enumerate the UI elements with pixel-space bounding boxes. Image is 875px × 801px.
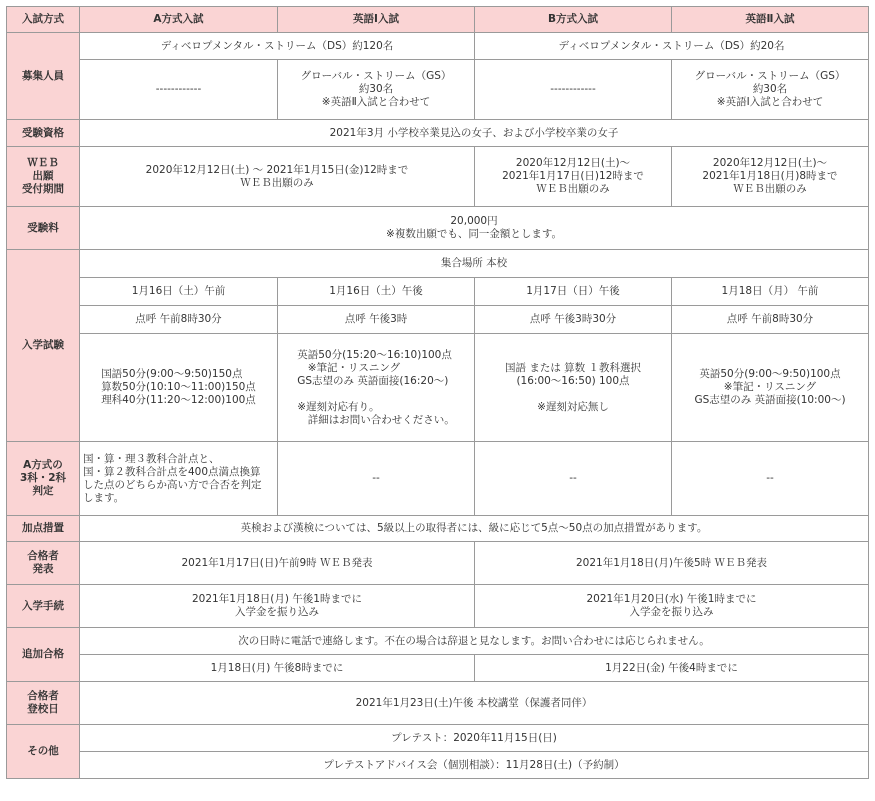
- recruit-e2-line: グローバル・ストリーム（GS）: [694, 70, 846, 82]
- exam-e2-line: 英語50分(9:00～9:50)100点: [699, 368, 841, 380]
- web-b-line: 2020年12月12日(土)～: [515, 157, 631, 169]
- eligibility-label: 受験資格: [7, 120, 80, 147]
- procedure-right: [475, 585, 869, 628]
- procedure-left-line: 2021年1月18日(月) 午後1時までに: [192, 593, 362, 605]
- additional-date-row: [7, 655, 869, 682]
- eligibility-row: [7, 120, 869, 147]
- exam-place-row: [7, 250, 869, 278]
- announce-label: [7, 542, 80, 585]
- other-label: その他: [7, 725, 80, 779]
- exam-a-line: 国語50分(9:00～9:50)150点: [101, 368, 243, 380]
- recruit-a-dash: ------------: [80, 60, 278, 120]
- web-a-e1-line: 2020年12月12日(土) ～ 2021年1月15日(金)12時まで: [145, 163, 409, 176]
- exam-detail-b: [475, 334, 672, 442]
- exam-a-line: 理科40分(11:20～12:00)100点: [101, 394, 256, 406]
- additional-label: 追加合格: [7, 628, 80, 682]
- other-row-2: [7, 752, 869, 779]
- other-pretest: プレテスト：2020年11月15日(日): [80, 725, 869, 752]
- recruit-e1-line: グローバル・ストリーム（GS）: [300, 70, 452, 82]
- exam-roll-b: 点呼 午後3時30分: [475, 306, 672, 334]
- exam-e2-line: ※筆記・リスニング: [723, 381, 817, 393]
- exam-date-e2: 1月18日（月） 午前: [672, 278, 869, 306]
- recruit-gs-row: [7, 60, 869, 120]
- school-day-label: [7, 682, 80, 725]
- judge-a: [80, 442, 278, 516]
- exam-detail-e1: [278, 334, 475, 442]
- exam-date-row: [7, 278, 869, 306]
- recruit-ds-right: ディベロプメンタル・ストリーム（DS）約20名: [475, 33, 869, 60]
- recruit-e1-gs: [278, 60, 475, 120]
- judge-label: [7, 442, 80, 516]
- announce-label-line: 発表: [32, 563, 54, 575]
- fee-row: [7, 207, 869, 250]
- header-english-1: 英語Ⅰ入試: [278, 7, 475, 33]
- exam-b-note: ※遅刻対応無し: [537, 400, 609, 413]
- judge-b: --: [475, 442, 672, 516]
- header-english-2: 英語Ⅱ入試: [672, 7, 869, 33]
- additional-left: 1月18日(月) 午後8時までに: [80, 655, 475, 682]
- exam-detail-e2: [672, 334, 869, 442]
- exam-info-table: [6, 6, 869, 779]
- web-a-e1: [80, 147, 475, 207]
- procedure-row: [7, 585, 869, 628]
- fee-text: [80, 207, 869, 250]
- web-e2: [672, 147, 869, 207]
- exam-b-line: (16:00～16:50) 100点: [516, 374, 630, 387]
- school-day-row: [7, 682, 869, 725]
- exam-place: 集合場所 本校: [80, 250, 869, 278]
- judge-label-line: 3科・2科: [19, 472, 67, 484]
- exam-e1-note: ※遅刻対応有り。: [297, 400, 380, 413]
- exam-roll-e2: 点呼 午前8時30分: [672, 306, 869, 334]
- judge-label-line: 判定: [32, 485, 54, 497]
- recruit-e1-line: 約30名: [358, 83, 394, 95]
- announce-row: [7, 542, 869, 585]
- header-b-method: B方式入試: [475, 7, 672, 33]
- exam-e1-line: GS志望のみ 英語面接(16:20～): [297, 374, 449, 387]
- web-label: [7, 147, 80, 207]
- judge-a-line: します。: [83, 491, 125, 504]
- exam-detail-a: [80, 334, 278, 442]
- procedure-left: [80, 585, 475, 628]
- eligibility-text: 2021年3月 小学校卒業見込の女子、および小学校卒業の女子: [80, 120, 869, 147]
- judge-a-line: 国・算・理３教科合計点と、: [83, 452, 220, 465]
- procedure-label: 入学手続: [7, 585, 80, 628]
- fee-line: 20,000円: [450, 215, 498, 227]
- exam-e2-line: GS志望のみ 英語面接(10:00～): [694, 394, 846, 406]
- procedure-left-line: 入学金を振り込み: [235, 606, 319, 618]
- fee-label: 受験料: [7, 207, 80, 250]
- exam-a-line: 算数50分(10:10～11:00)150点: [101, 381, 256, 393]
- recruit-label: 募集人員: [7, 33, 80, 120]
- judge-label-line: A方式の: [23, 459, 63, 471]
- school-day-text: 2021年1月23日(土)午後 本校講堂（保護者同伴）: [80, 682, 869, 725]
- exam-e1-note: 詳細はお問い合わせください。: [297, 413, 455, 426]
- exam-roll-e1: 点呼 午後3時: [278, 306, 475, 334]
- exam-detail-row: [7, 334, 869, 442]
- additional-right: 1月22日(金) 午後4時までに: [475, 655, 869, 682]
- procedure-right-line: 入学金を振り込み: [629, 606, 714, 618]
- web-e2-line: 2021年1月18日(月)8時まで: [702, 170, 838, 182]
- exam-date-a: 1月16日（土）午前: [80, 278, 278, 306]
- judge-a-line: 国・算２教科合計点を400点満点換算: [83, 465, 261, 478]
- web-b-line: 2021年1月17日(日)12時まで: [502, 170, 644, 182]
- additional-notice-row: [7, 628, 869, 655]
- header-label: 入試方式: [7, 7, 80, 33]
- announce-label-line: 合格者: [27, 550, 59, 562]
- recruit-e2-gs: [672, 60, 869, 120]
- bonus-label: 加点措置: [7, 516, 80, 542]
- recruit-e2-line: 約30名: [752, 83, 788, 95]
- recruit-e2-line: ※英語Ⅰ入試と合わせて: [716, 96, 824, 108]
- web-e2-line: 2020年12月12日(土)～: [712, 157, 828, 169]
- judge-e1: --: [278, 442, 475, 516]
- web-label-line: 出願: [32, 170, 54, 182]
- web-row: [7, 147, 869, 207]
- bonus-text: 英検および漢検については、5級以上の取得者には、級に応じて5点～50点の加点措置があります。: [80, 516, 869, 542]
- procedure-right-line: 2021年1月20日(水) 午後1時までに: [586, 593, 757, 605]
- recruit-row: [7, 33, 869, 60]
- exam-date-e1: 1月16日（土）午後: [278, 278, 475, 306]
- web-label-line: 受付期間: [22, 183, 64, 195]
- judge-e2: --: [672, 442, 869, 516]
- web-a-e1-line: ＷＥＢ出願のみ: [240, 176, 314, 189]
- web-b-line: ＷＥＢ出願のみ: [536, 183, 610, 195]
- header-row: [7, 7, 869, 33]
- additional-notice: 次の日時に電話で連絡します。不在の場合は辞退と見なします。お問い合わせには応じられません。: [80, 628, 869, 655]
- exam-roll-a: 点呼 午前8時30分: [80, 306, 278, 334]
- exam-date-b: 1月17日（日）午後: [475, 278, 672, 306]
- exam-e1-line: ※筆記・リスニング: [297, 361, 401, 374]
- other-advice: プレテストアドバイス会（個別相談）：11月28日(土)（予約制）: [80, 752, 869, 779]
- other-row-1: [7, 725, 869, 752]
- exam-label: 入学試験: [7, 250, 80, 442]
- web-label-line: ＷＥＢ: [27, 157, 59, 169]
- bonus-row: [7, 516, 869, 542]
- web-e2-line: ＷＥＢ出願のみ: [733, 183, 807, 195]
- web-b: [475, 147, 672, 207]
- fee-line: ※複数出願でも、同一金額とします。: [386, 228, 562, 240]
- exam-roll-row: [7, 306, 869, 334]
- school-day-label-line: 合格者: [27, 690, 59, 702]
- announce-right: 2021年1月18日(月)午後5時 ＷＥＢ発表: [475, 542, 869, 585]
- recruit-ds-left: ディベロプメンタル・ストリーム（DS）約120名: [80, 33, 475, 60]
- recruit-e1-line: ※英語Ⅱ入試と合わせて: [321, 96, 431, 108]
- recruit-b-dash: ------------: [475, 60, 672, 120]
- exam-e1-line: 英語50分(15:20～16:10)100点: [297, 348, 452, 361]
- school-day-label-line: 登校日: [27, 703, 59, 715]
- judge-row: [7, 442, 869, 516]
- header-a-method: A方式入試: [80, 7, 278, 33]
- announce-left: 2021年1月17日(日)午前9時 ＷＥＢ発表: [80, 542, 475, 585]
- judge-a-line: した点のどちらか高い方で合否を判定: [83, 478, 262, 491]
- exam-b-line: 国語 または 算数 １教科選択: [504, 361, 641, 374]
